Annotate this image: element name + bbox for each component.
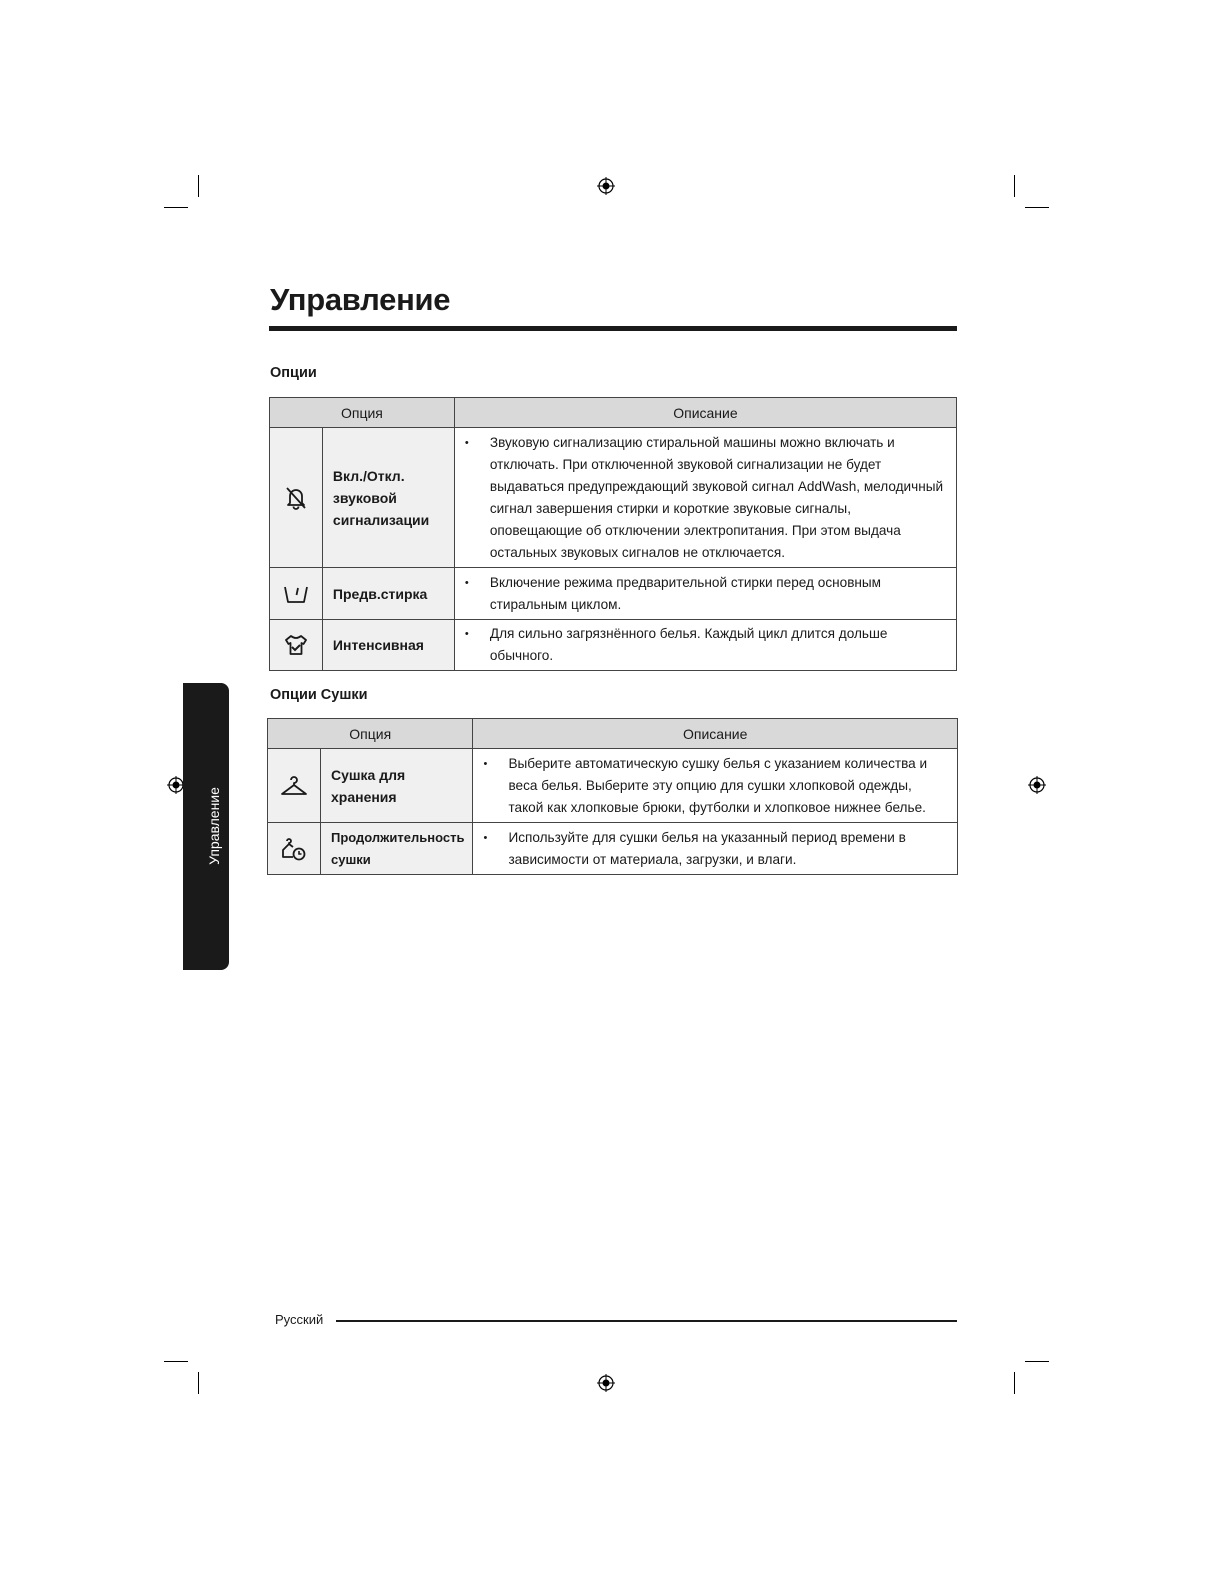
- option-description: [454, 620, 956, 671]
- option-description: [473, 823, 958, 875]
- table-row: [268, 749, 958, 823]
- registration-mark-icon: [1028, 776, 1046, 794]
- title-rule: [269, 326, 957, 331]
- options-heading: Опции: [270, 365, 317, 381]
- dry-options-heading: Опции Сушки: [270, 687, 368, 703]
- options-table: [269, 397, 957, 671]
- option-name: Интенсивная: [322, 620, 454, 671]
- crop-mark: [1014, 175, 1015, 197]
- crop-mark: [1025, 1361, 1049, 1362]
- bullet: •: [483, 757, 488, 770]
- description-text: Звуковую сигнализацию стиральной машины можно включать и отключать. При отключенной звуковой сигнализации не будет выдаваться предупреждающий звуковой сигнал AddWash, мелодичный сигнал завершения стирки и короткие звуковые сигналы, оповещающие об отключении электропитания. При этом выдача остальных звуковых сигналов не отключается.: [489, 434, 944, 560]
- option-name: Вкл./Откл. звуковой сигнализации: [322, 428, 454, 568]
- side-tab-label: Управление: [206, 787, 222, 865]
- column-header-option: Опция: [268, 719, 473, 749]
- option-icon-cell: [270, 428, 323, 568]
- option-icon-cell: [270, 568, 323, 620]
- table-row: [268, 823, 958, 875]
- column-header-option: Опция: [270, 398, 455, 428]
- intensive-shirt-icon: [270, 633, 322, 657]
- hanger-icon: [268, 774, 320, 798]
- footer-rule: [336, 1320, 957, 1322]
- option-description: [454, 568, 956, 620]
- crop-mark: [198, 1372, 199, 1394]
- option-description: [473, 749, 958, 823]
- description-text: Используйте для сушки белья на указанный период времени в зависимости от материала, загрузки, и влаги.: [508, 829, 906, 867]
- bullet: •: [464, 576, 469, 589]
- option-icon-cell: [268, 749, 321, 823]
- crop-mark: [164, 207, 188, 208]
- option-description: [454, 428, 956, 568]
- table-row: [270, 568, 957, 620]
- description-text: Включение режима предварительной стирки перед основным стиральным циклом.: [489, 574, 882, 612]
- crop-mark: [1014, 1372, 1015, 1394]
- description-text: Выберите автоматическую сушку белья с указанием количества и веса белья. Выберите эту опцию для сушки хлопковой одежды, такой как хлопковые брюки, футболки и хлопковое нижнее белье.: [508, 755, 928, 815]
- table-header-row: [268, 719, 958, 749]
- bell-off-icon: [270, 485, 322, 511]
- crop-mark: [1025, 207, 1049, 208]
- crop-mark: [164, 1361, 188, 1362]
- registration-mark-icon: [597, 1374, 615, 1392]
- option-name: Сушка для хранения: [320, 749, 472, 823]
- column-header-description: Описание: [473, 719, 958, 749]
- option-name: Продолжительность сушки: [320, 823, 472, 875]
- dry-options-table: [267, 718, 958, 875]
- crop-mark: [198, 175, 199, 197]
- prewash-basin-icon: [270, 583, 322, 605]
- option-name: Предв.стирка: [322, 568, 454, 620]
- footer-language: Русский: [275, 1312, 324, 1327]
- option-icon-cell: [268, 823, 321, 875]
- timed-dry-icon: [268, 836, 320, 862]
- column-header-description: Описание: [454, 398, 956, 428]
- registration-mark-icon: [597, 177, 615, 195]
- table-row: [270, 620, 957, 671]
- table-header-row: [270, 398, 957, 428]
- bullet: •: [464, 628, 469, 640]
- bullet: •: [464, 436, 469, 449]
- bullet: •: [483, 831, 488, 844]
- description-text: Для сильно загрязнённого белья. Каждый цикл длится дольше обычного.: [489, 626, 888, 663]
- page-title: Управление: [270, 282, 451, 317]
- option-icon-cell: [270, 620, 323, 671]
- table-row: [270, 428, 957, 568]
